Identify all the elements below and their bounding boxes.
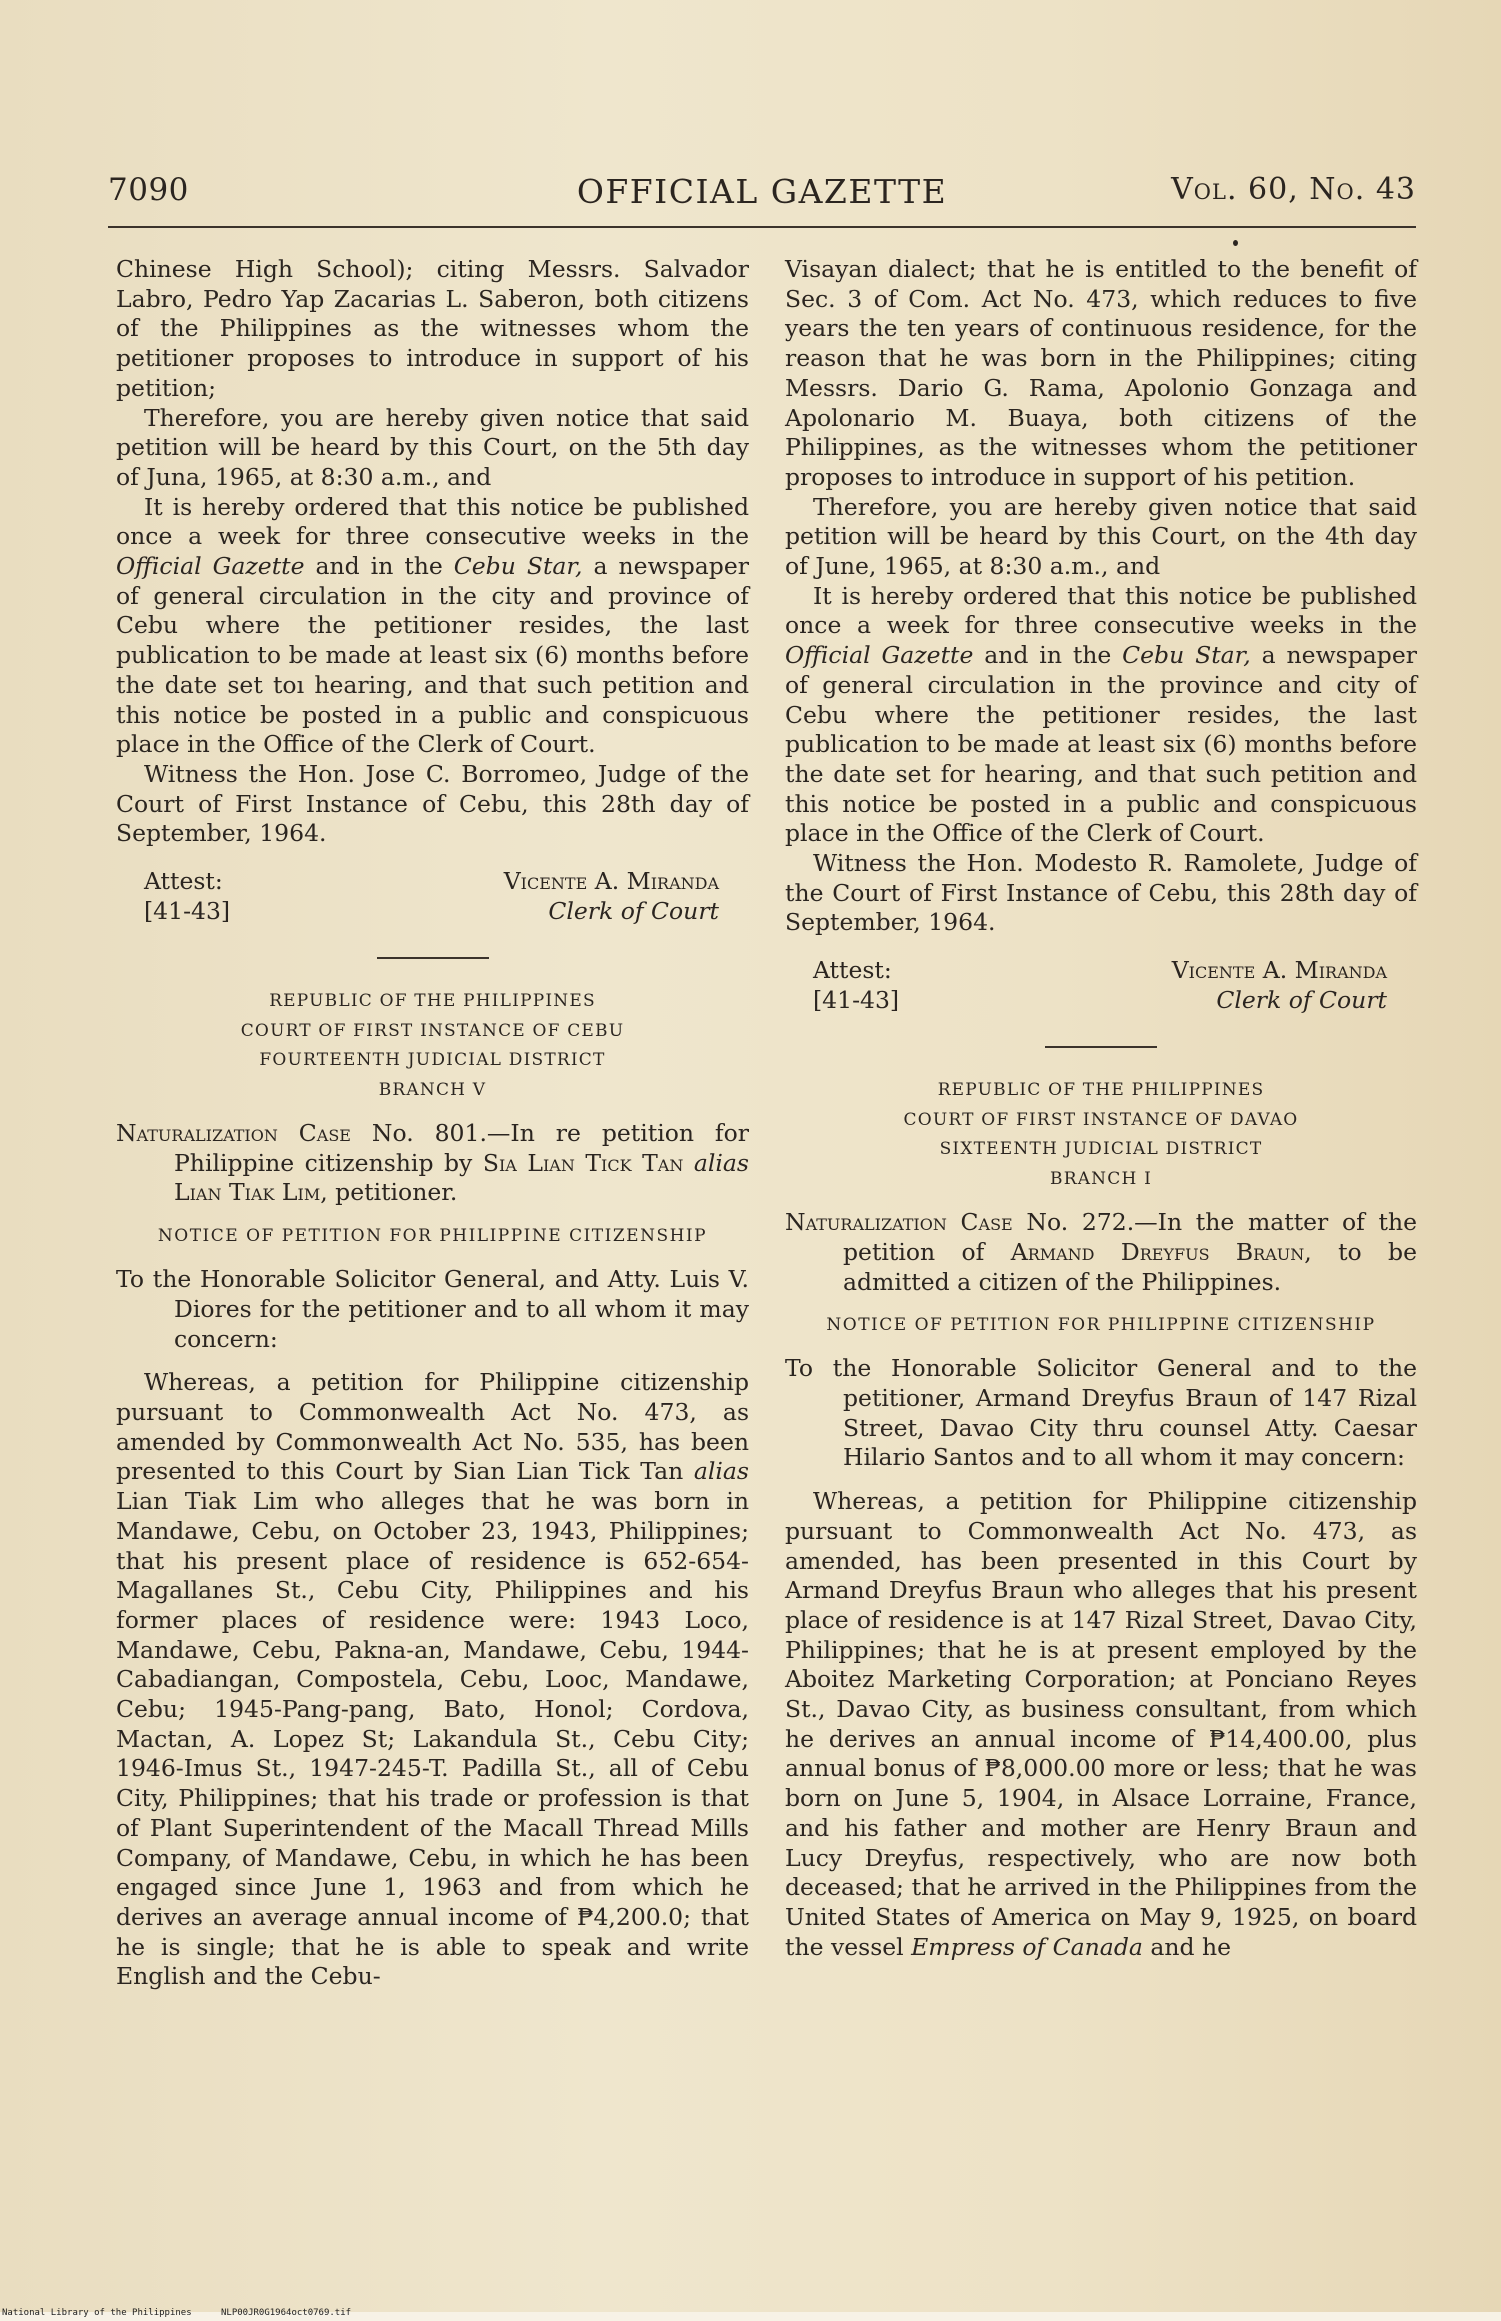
whereas-paragraph: Whereas, a petition for Philippine citizenship pursuant to Commonwealth Act No. 473, as amended, has been presented in this Court by Armand Dreyfus Braun who alleges that his present place of residence is at 147 Rizal Street, Davao City, Philippines; that he is at present employed by the Aboitez Marketing Corporation; at Ponciano Reyes St., Davao City, as business consultant, from which he derives an annual income of ₱14,400.00, plus annual bonus of ₱8,000.00 more or less; that he was born on June 5, 1904, in Alsace Lorraine, France, and his father and mother are Henry Braun and Lucy Dreyfus, respectively, who are now both deceased; that he arrived in the Philippines from the United States of America on May 9, 1925, on board the vessel Empress of Canada and he <box>785 1487 1417 1961</box>
gazette-name: Official Gazette <box>116 552 305 581</box>
signatory-name: Vicente A. Miranda <box>1171 956 1387 985</box>
vessel-name: Empress of Canada <box>911 1932 1143 1961</box>
section-divider <box>1045 1046 1157 1048</box>
petitioner-name: Sia Lian Tick Tan <box>482 1148 684 1177</box>
header-rule <box>108 226 1416 228</box>
attest-code: [41-43] <box>144 897 231 926</box>
witness-paragraph: Witness the Hon. Modesto R. Ramolete, Judge of the Court of First Instance of Cebu, this 28th day of September, 1964. <box>785 849 1417 937</box>
witness-paragraph: Witness the Hon. Jose C. Borromeo, Judge of the Court of First Instance of Cebu, this 28th day of September, 1964. <box>116 759 749 848</box>
paragraph: Therefore, you are hereby given notice that said petition will be heard by this Court, on the 5th day of Juna, 1965, at 8:30 a.m., and <box>116 403 749 491</box>
left-column <box>116 255 749 1992</box>
newspaper-name: Cebu Star, <box>453 552 583 581</box>
petitioner-name: Armand Dreyfus Braun, <box>1010 1237 1312 1266</box>
signatory-name: Vicente A. Miranda <box>503 867 719 896</box>
right-column <box>785 255 1417 1962</box>
address-paragraph: To the Honorable Solicitor General, and Atty. Luis V. Diores for the petitioner and to all whom it may concern: <box>116 1265 749 1353</box>
court-heading: REPUBLIC OF THE PHILIPPINES COURT OF FIRST INSTANCE OF DAVAO SIXTEENTH JUDICIAL DISTRICT BRANCH I <box>903 1080 1299 1189</box>
publication-order: It is hereby ordered that this notice be published once a week for three consecutive weeks in the Official Gazette and in the Cebu Star, a newspaper of general circulation in the city and province of Cebu where the petitioner resides, the last publication to be made at least six (6) months before the date set toı hearing, and that such petition and this notice be posted in a public and conspicuous place in the Office of the Clerk of Court. <box>116 492 749 759</box>
notice-title: NOTICE OF PETITION FOR PHILIPPINE CITIZENSHIP <box>826 1315 1376 1336</box>
file-name: NLP00JR0G1964oct0769.tif <box>221 2308 352 2318</box>
newspaper-name: Cebu Star, <box>1122 641 1251 670</box>
attest-code: [41-43] <box>813 986 900 1015</box>
notice-title: NOTICE OF PETITION FOR PHILIPPINE CITIZENSHIP <box>157 1226 708 1247</box>
signatory-title: Clerk of Court <box>1216 986 1387 1015</box>
scan-footer <box>0 2300 1501 2321</box>
publication-order: It is hereby ordered that this notice be published once a week for three consecutive weeks in the Official Gazette and in the Cebu Star, a newspaper of general circulation in the province and city of Cebu where the petitioner resides, the last publication to be made at least six (6) months before the date set for hearing, and that such petition and this notice be posted in a public and conspicuous place in the Office of the Clerk of Court. <box>785 581 1417 848</box>
case-title: Naturalization Case No. 801.—In re petition for Philippine citizenship by Sia Lian Tick Tan alias Lian Tiak Lim, petitioner. <box>116 1119 750 1207</box>
section-divider <box>377 957 489 959</box>
attest-label: Attest: <box>813 956 892 985</box>
page-header <box>108 172 1416 218</box>
attestation-block <box>116 867 749 931</box>
gazette-name: Official Gazette <box>785 641 974 670</box>
signatory-title: Clerk of Court <box>548 897 719 926</box>
paragraph: Visayan dialect; that he is entitled to the benefit of Sec. 3 of Com. Act No. 473, which reduces to five years the ten years of continuous residence, for the reason that he was born in the Philippines; citing Messrs. Dario G. Rama, Apolonio Gonzaga and Apolonario M. Buaya, both citizens of the Philippines, as the witnesses whom the petitioner proposes to introduce in support of his petition. <box>785 255 1417 491</box>
page-number: 7090 <box>108 172 189 208</box>
address-paragraph: To the Honorable Solicitor General and to the petitioner, Armand Dreyfus Braun of 147 Rizal Street, Davao City thru counsel Atty. Caesar Hilario Santos and to all whom it may concern: <box>785 1354 1417 1472</box>
volume-number: Vol. 60, No. 43 <box>1171 172 1416 207</box>
case-title: Naturalization Case No. 272.—In the matter of the petition of Armand Dreyfus Braun, to be admitted a citizen of the Philippines. <box>785 1208 1417 1296</box>
ink-dot <box>1233 240 1238 246</box>
whereas-paragraph: Whereas, a petition for Philippine citizenship pursuant to Commonwealth Act No. 473, as amended by Commonwealth Act No. 535, has been presented to this Court by Sian Lian Tick Tan alias Lian Tiak Lim who alleges that he was born in Mandawe, Cebu, on October 23, 1943, Philippines; that his present place of residence is 652-654-Magallanes St., Cebu City, Philippines and his former places of residence were: 1943 Loco, Mandawe, Cebu, Pakna-an, Mandawe, Cebu, 1944-Cabadiangan, Compostela, Cebu, Looc, Mandawe, Cebu; 1945-Pang-pang, Bato, Honol; Cordova, Mactan, A. Lopez St; Lakandula St., Cebu City; 1946-Imus St., 1947-245-T. Padilla St., all of Cebu City, Philippines; that his trade or profession is that of Plant Superintendent of the Macall Thread Mills Company, of Mandawe, Cebu, in which he has been engaged since June 1, 1963 and from which he derives an average annual income of ₱4,200.0; that he is single; that he is able to speak and write English and the Cebu- <box>116 1368 749 1991</box>
attestation-block <box>785 956 1417 1020</box>
publication-title: OFFICIAL GAZETTE <box>576 172 948 211</box>
attest-label: Attest: <box>144 867 223 896</box>
library-credit: National Library of the Philippines <box>2 2308 192 2318</box>
paragraph: Therefore, you are hereby given notice that said petition will be heard by this Court, on the 4th day of June, 1965, at 8:30 a.m., and <box>785 492 1417 581</box>
paragraph: Chinese High School); citing Messrs. Salvador Labro, Pedro Yap Zacarias L. Saberon, both citizens of the Philippines as the witnesses whom the petitioner proposes to introduce in support of his petition; <box>116 255 749 402</box>
court-heading: REPUBLIC OF THE PHILIPPINES COURT OF FIRST INSTANCE OF CEBU FOURTEENTH JUDICIAL DISTRICT BRANCH V <box>240 991 625 1100</box>
